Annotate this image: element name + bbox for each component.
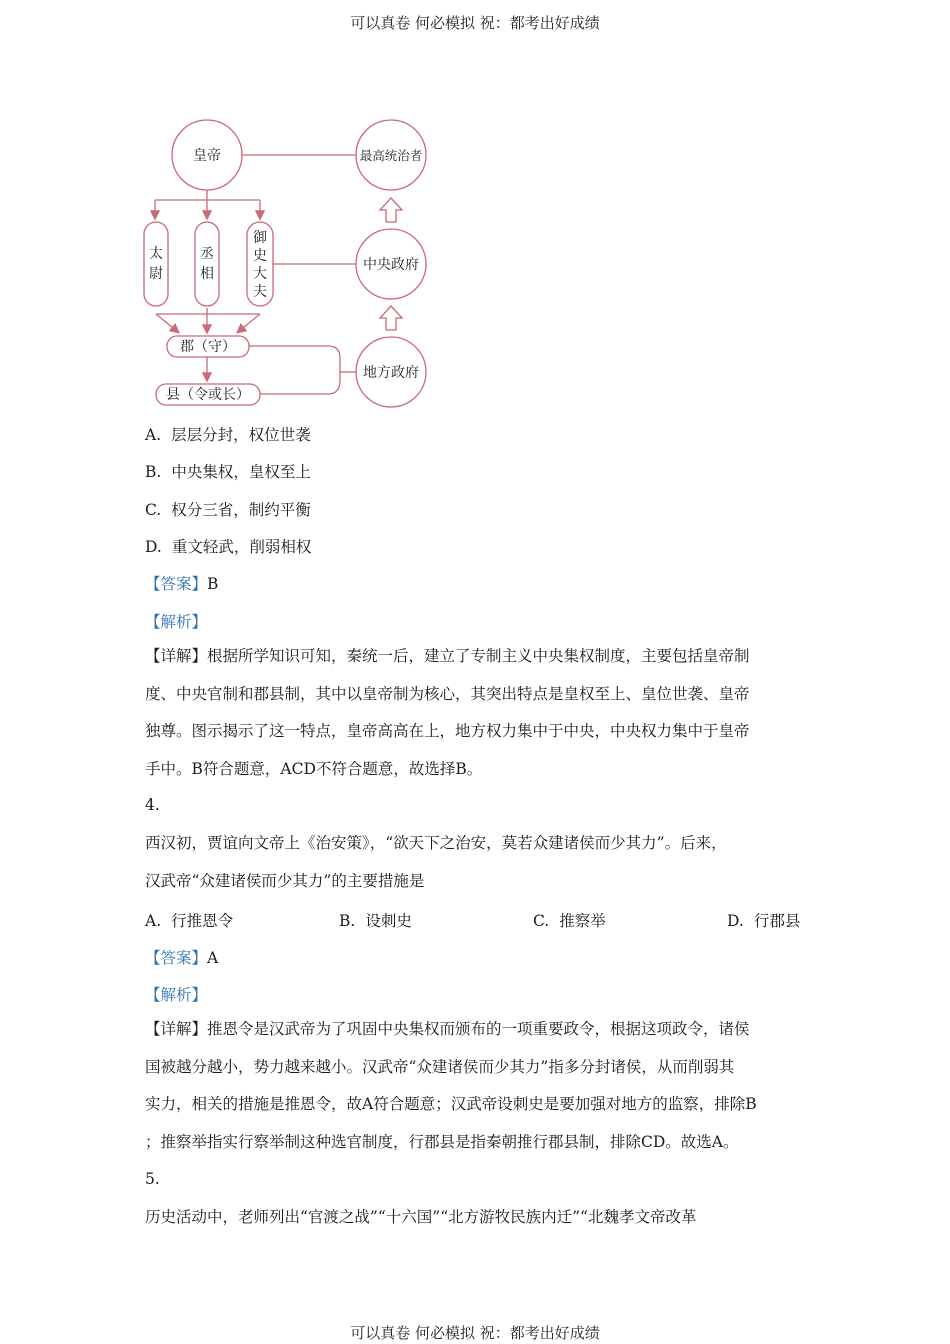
option-text: 重文轻武，削弱相权	[171, 538, 312, 556]
option-text: 权分三省，制约平衡	[171, 501, 311, 519]
option-letter: B.	[339, 912, 356, 930]
hollow-up-arrow-2	[380, 306, 402, 330]
option-letter: C.	[533, 912, 550, 930]
page-footer: 可以真卷 何必模拟 祝：都考出好成绩	[350, 1324, 600, 1342]
q3-option-b	[145, 460, 311, 482]
q4-option-b	[339, 909, 412, 931]
q4-option-d	[727, 909, 800, 931]
hollow-up-arrow-1	[380, 198, 402, 222]
option-text: 层层分封，权位世袭	[171, 426, 311, 444]
answer-tag: 【答案】	[145, 575, 208, 593]
q4-detail	[145, 1018, 805, 1168]
q4-detail-line-2: 实力，相关的措施是推恩令，故A符合题意；汉武帝设刺史是要加强对地方的监察，排除B	[145, 1095, 757, 1113]
q3-option-c	[145, 498, 311, 520]
official-capsule-chengxiang	[195, 222, 219, 306]
answer-tag: 【答案】	[145, 949, 208, 967]
q5-number: 5.	[145, 1170, 160, 1188]
q5-stem-line-0: 历史活动中，老师列出“官渡之战”“十六国”“北方游牧民族内迁”“北魏孝文帝改革	[145, 1208, 697, 1226]
q3-option-a	[145, 423, 311, 445]
page-header: 可以真卷 何必模拟 祝：都考出好成绩	[350, 14, 600, 32]
option-text: 中央集权，皇权至上	[171, 463, 311, 481]
official-label-0: 太尉	[149, 246, 163, 282]
option-letter: A.	[145, 912, 162, 930]
q4-option-a	[145, 909, 233, 931]
q3-detail	[145, 645, 805, 795]
q4-detail-line-0: 推恩令是汉武帝为了巩固中央集权而颁布的一项重要政令，根据这项政令，诸侯	[207, 1020, 750, 1038]
q4-stem	[145, 832, 805, 907]
option-text: 设刺史	[365, 912, 412, 930]
central-gov-label: 中央政府	[363, 257, 419, 273]
option-letter: A.	[145, 426, 162, 444]
q4-answer: A	[207, 949, 219, 967]
option-letter: C.	[145, 501, 162, 519]
commandery-label: 郡（守）	[180, 339, 236, 355]
q3-answer: B	[207, 575, 219, 593]
q3-detail-line-1: 度、中央官制和郡县制，其中以皇帝制为核心，其突出特点是皇权至上、皇位世袭、皇帝	[145, 684, 750, 703]
q3-detail-line-2: 独尊。图示揭示了这一特点，皇帝高高在上，地方权力集中于中央，中央权力集中于皇帝	[145, 722, 750, 740]
q4-stem-line-1: 汉武帝“众建诸侯而少其力”的主要措施是	[145, 871, 425, 890]
q5-stem	[145, 1206, 805, 1244]
detail-tag: 【详解】	[145, 647, 208, 665]
option-letter: D.	[727, 912, 744, 930]
detail-tag: 【详解】	[145, 1020, 208, 1038]
q3-analysis-tag: 【解析】	[145, 613, 208, 631]
q4-option-c	[533, 909, 606, 931]
option-letter: D.	[145, 538, 162, 556]
q3-answer-line	[145, 572, 218, 594]
emperor-label: 皇帝	[193, 148, 221, 164]
q4-detail-line-3: ；推察举指实行察举制这种选官制度，行郡县是指秦朝推行郡县制，排除CD。故选A。	[145, 1132, 739, 1151]
supreme-ruler-label: 最高统治者	[359, 148, 423, 163]
official-capsule-taiwei	[144, 222, 168, 306]
official-label-1: 丞相	[200, 246, 214, 282]
official-label-2: 御史大夫	[253, 230, 267, 300]
q4-analysis-tag: 【解析】	[145, 986, 208, 1004]
q4-answer-line	[145, 946, 218, 968]
option-text: 推察举	[559, 912, 606, 930]
q3-detail-line-0: 根据所学知识可知，秦统一后，建立了专制主义中央集权制度，主要包括皇帝制	[207, 647, 750, 665]
q3-option-d	[145, 535, 311, 557]
q3-detail-line-3: 手中。B符合题意，ACD不符合题意，故选择B。	[145, 759, 483, 778]
option-text: 行推恩令	[171, 912, 234, 930]
q4-number: 4.	[145, 796, 160, 814]
q4-detail-line-1: 国被越分越小，势力越来越小。汉武帝“众建诸侯而少其力”指多分封诸侯，从而削弱其	[145, 1057, 735, 1076]
county-label: 县（令或长）	[166, 387, 250, 403]
option-letter: B.	[145, 463, 162, 481]
local-gov-label: 地方政府	[363, 365, 419, 381]
option-text: 行郡县	[753, 912, 801, 930]
central-government-diagram	[140, 118, 440, 414]
q4-stem-line-0: 西汉初，贾谊向文帝上《治安策》，“欲天下之治安，莫若众建诸侯而少其力”。后来，	[145, 834, 727, 852]
